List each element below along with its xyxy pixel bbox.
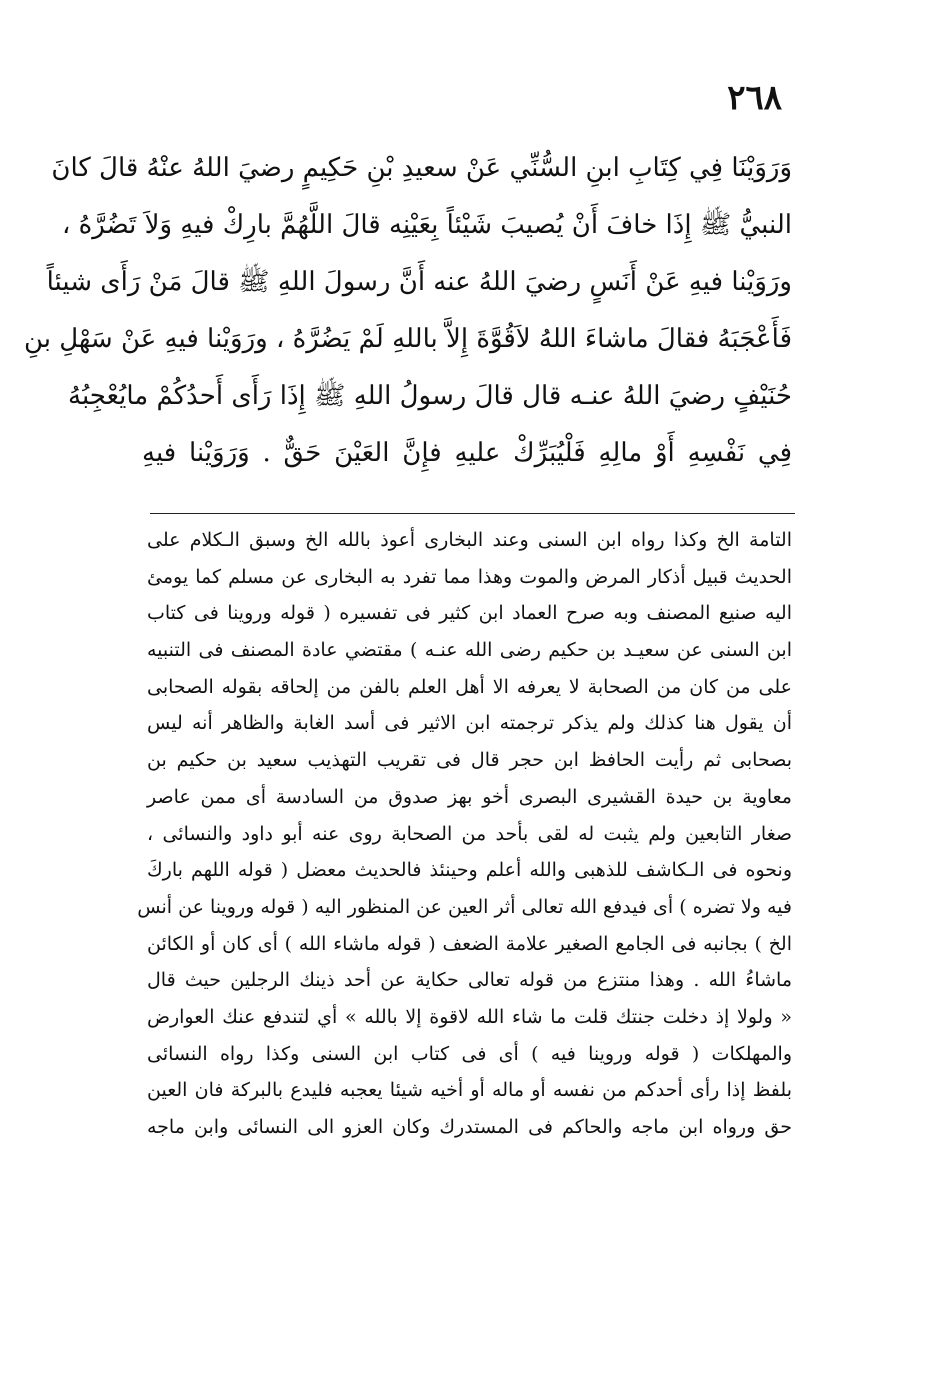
commentary-line: معاوية بن حيدة القشيرى البصرى أخو بهز صدوق من السادسة أى ممن عاصر (147, 785, 792, 808)
commentary-line: ونحوه فى الـكاشف للذهبى والله أعلم وحينئذ فالحديث معضل ( قوله اللهم باركَ (147, 859, 792, 882)
commentary-line: ماشاءُ الله . وهذا منتزع من قوله تعالى حكاية عن أحد ذينك الرجلين حيث قال (147, 969, 792, 992)
commentary-line: ابن السنى عن سعيـد بن حكيم رضى الله عنـه ) مقتضي عادة المصنف فى التنبيه (147, 639, 792, 662)
commentary-line: فيه ولا تضره ) أى فيدفع الله تعالى أثر العين عن المنظور اليه ( قوله وروينا عن أنس (137, 895, 792, 918)
commentary-line: أن يقول هنا كذلك ولم يذكر ترجمته ابن الاثير فى أسد الغابة والظاهر أنه ليس (147, 712, 792, 735)
page-number: ٢٦٨ (727, 78, 782, 118)
main-text-line: فِي نَفْسِهِ أَوْ مالِهِ فَلْيُبَرِّكْ عليهِ فإِنَّ العَيْنَ حَقٌّ . وَرَوَيْنا فيهِ (142, 438, 792, 468)
main-text-line: حُنَيْفٍ رضيَ اللهُ عنـه قال قالَ رسولُ اللهِ ﷺ إِذَا رَأَى أَحدُكُمْ مايُعْجِبُهُ (68, 381, 792, 411)
main-text-line: النبيُّ ﷺ إِذَا خافَ أَنْ يُصيبَ شَيْئاً بِعَيْنِه قالَ اللَّهُمَّ بارِكْ فيهِ وَلاَ تَضُرَّهُ ، (61, 210, 792, 240)
commentary-line: التامة الخ وكذا رواه ابن السنى وعند البخارى أعوذ بالله الخ وسبق الـكلام على (147, 529, 792, 551)
commentary-text (137, 522, 792, 1146)
commentary-line: اليه صنيع المصنف وبه صرح العماد ابن كثير فى تفسيره ( قوله وروينا فى كتاب (147, 602, 792, 625)
commentary-line: حق ورواه ابن ماجه والحاكم فى المستدرك وكان العزو الى النسائى وابن ماجه (147, 1116, 792, 1138)
commentary-line: بصحابى ثم رأيت الحافظ ابن حجر قال فى تقريب التهذيب سعيد بن حكيم بن (147, 749, 792, 772)
main-text (23, 140, 792, 482)
main-text-line: فَأَعْجَبَهُ فقالَ ماشاءَ اللهُ لاَقُوَّةَ إِلاَّ باللهِ لَمْ يَضُرَّهُ ، ورَوَيْنا فيهِ عَنْ سَهْلِ بنِ (23, 324, 792, 354)
main-text-line: وَرَوَيْنَا فِي كِتَابِ ابنِ السُّنِّي عَنْ سعيدِ بْنِ حَكِيمٍ رضيَ اللهُ عنْهُ قالَ كانَ (51, 153, 792, 183)
main-text-line: ورَوَيْنا فيهِ عَنْ أَنَسٍ رضيَ اللهُ عنه أَنَّ رسولَ اللهِ ﷺ قالَ مَنْ رَأَى شيئاً (46, 267, 792, 297)
commentary-line: بلفظ إذا رأى أحدكم من نفسه أو ماله أو أخيه شيئا يعجبه فليدع بالبركة فان العين (147, 1079, 792, 1102)
footnote-divider (150, 513, 795, 514)
commentary-line: الخ ) بجانبه فى الجامع الصغير علامة الضعف ( قوله ماشاء الله ) أى كان أو الكائن (147, 932, 792, 955)
commentary-line: الحديث قبيل أذكار المرض والموت وهذا مما تفرد به البخارى عن مسلم كما يومئ (147, 565, 792, 588)
commentary-line: والمهلكات ( قوله وروينا فيه ) أى فى كتاب ابن السنى وكذا رواه النسائى (147, 1042, 792, 1065)
commentary-line: « ولولا إذ دخلت جنتك قلت ما شاء الله لاقوة إلا بالله » أي لتندفع عنك العوارض (147, 1005, 792, 1028)
commentary-line: صغار التابعين ولم يثبت له لقى بأحد من الصحابة روى عنه أبو داود والنسائى ، (147, 822, 792, 845)
commentary-line: على من كان من الصحابة لا يعرفه الا أهل العلم بالفن من إلحاقه بقوله الصحابى (147, 675, 792, 698)
